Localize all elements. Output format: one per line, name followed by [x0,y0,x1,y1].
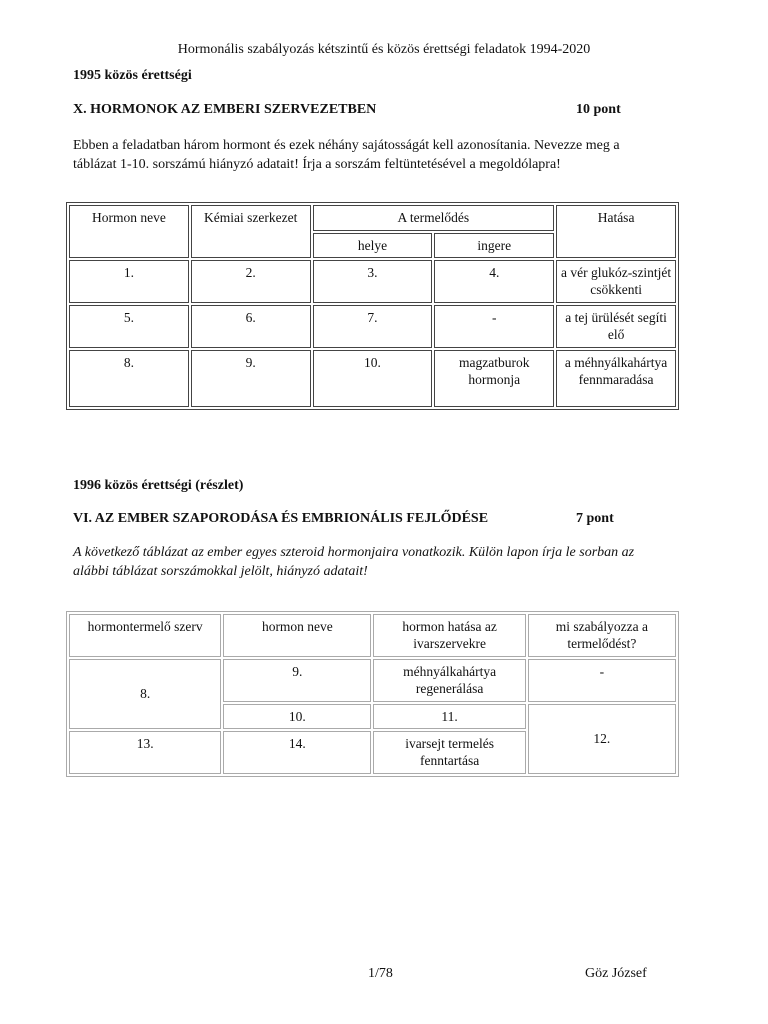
th-chemical-structure: Kémiai szerkezet [191,205,311,258]
cell-trigger: magzatburok hormonja [434,350,554,407]
th-hormone-name: Hormon neve [69,205,189,258]
section1-title: X. HORMONOK AZ EMBERI SZERVEZETBEN [73,102,377,117]
th-effect-on-sex-organs: hormon hatása az ivarszervekre [373,614,525,657]
cell-organ: 8. [69,659,221,729]
section2-intro-line1: A következő táblázat az ember egyes szteroid hormonjaira vonatkozik. Külön lapon írja le sorban az [73,545,635,560]
hormone-table [66,202,679,410]
cell-regulation: - [528,659,676,702]
cell-effect: a méhnyálkahártya fennmaradása [556,350,676,407]
footer-author: Göz József [585,966,647,981]
cell-place: 7. [313,305,433,348]
section2-intro-line2: alábbi táblázat sorszámokkal jelölt, hiányzó adatait! [73,564,368,579]
cell-trigger: 4. [434,260,554,303]
cell-regulation: 12. [528,704,676,774]
cell-trigger: - [434,305,554,348]
th-hormone-name: hormon neve [223,614,371,657]
cell-place: 3. [313,260,433,303]
th-production-place: helye [313,233,433,259]
section1-points: 10 pont [576,102,621,117]
th-effect: Hatása [556,205,676,258]
cell-chem: 6. [191,305,311,348]
cell-chem: 2. [191,260,311,303]
cell-name: 10. [223,704,371,729]
section1-intro [73,136,713,174]
cell-organ: 13. [69,731,221,774]
cell-effect: méhnyálkahártya regenerálása [373,659,525,702]
th-regulation: mi szabályozza a termelődést? [528,614,676,657]
section2-points: 7 pont [576,511,614,526]
section2-year: 1996 közös érettségi (részlet) [73,478,244,493]
page-header: Hormonális szabályozás kétszintű és közös érettségi feladatok 1994-2020 [177,42,591,57]
cell-name: 1. [69,260,189,303]
cell-effect: ivarsejt termelés fenntartása [373,731,525,774]
cell-name: 8. [69,350,189,407]
table-row [69,659,676,702]
cell-effect: a vér glukóz-szintjét csökkenti [556,260,676,303]
th-producing-organ: hormontermelő szerv [69,614,221,657]
th-production: A termelődés [313,205,555,231]
table-row [69,350,676,407]
page-number: 1/78 [368,966,393,981]
cell-effect: a tej ürülését segíti elő [556,305,676,348]
section1-intro-line1: Ebben a feladatban három hormont és ezek néhány sajátosságát kell azonosítania. Nevezze meg a [73,138,620,153]
section1-intro-line2: táblázat 1-10. sorszámú hiányzó adatait! Írja a sorszám feltüntetésével a megoldólapra! [73,157,561,172]
section2-title: VI. AZ EMBER SZAPORODÁSA ÉS EMBRIONÁLIS FEJLŐDÉSE [73,511,489,526]
cell-name: 14. [223,731,371,774]
cell-effect: 11. [373,704,525,729]
table-row [69,260,676,303]
table-row [69,305,676,348]
section2-intro [73,543,713,581]
steroid-hormone-table [66,611,679,777]
cell-place: 10. [313,350,433,407]
section1-year: 1995 közös érettségi [73,68,192,83]
th-production-trigger: ingere [434,233,554,259]
cell-name: 5. [69,305,189,348]
cell-name: 9. [223,659,371,702]
cell-chem: 9. [191,350,311,407]
